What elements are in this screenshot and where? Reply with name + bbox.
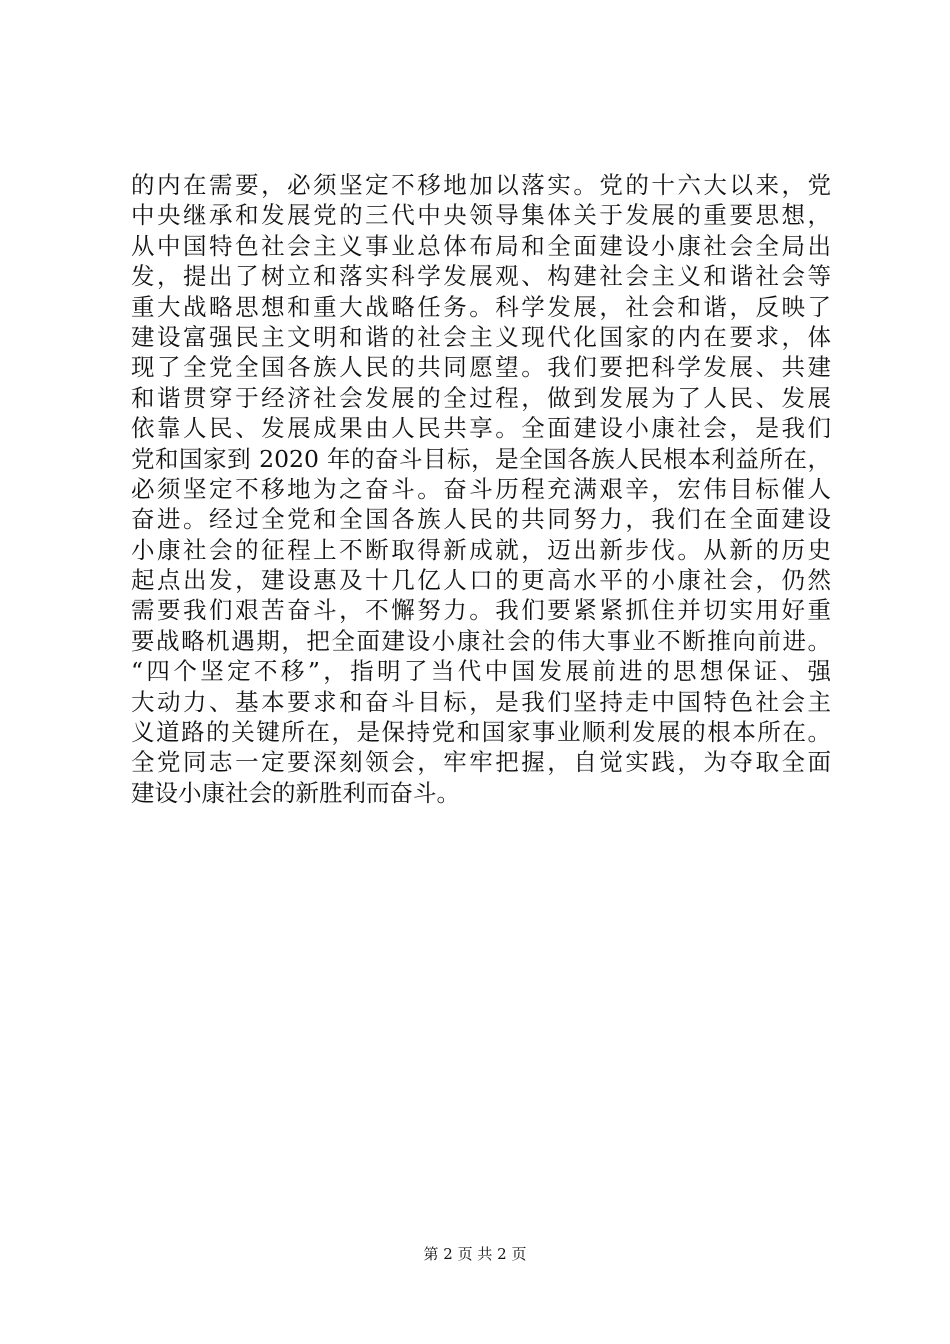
text-line: 要战略机遇期，把全面建设小康社会的伟大事业不断推向前进。	[131, 626, 831, 655]
text-line: 大动力、基本要求和奋斗目标，是我们坚持走中国特色社会主	[131, 687, 831, 716]
text-line: 义道路的关键所在，是保持党和国家事业顺利发展的根本所在。	[131, 718, 831, 747]
text-line: 必须坚定不移地为之奋斗。奋斗历程充满艰辛，宏伟目标催人	[131, 474, 831, 503]
text-line: 建设小康社会的新胜利而奋斗。	[131, 778, 460, 807]
text-line: 全党同志一定要深刻领会，牢牢把握，自觉实践，为夺取全面	[131, 748, 831, 777]
page-number-footer: 第 2 页 共 2 页	[423, 1245, 527, 1263]
text-line: 发，提出了树立和落实科学发展观、构建社会主义和谐社会等	[131, 262, 831, 291]
text-line: “四个坚定不移”，指明了当代中国发展前进的思想保证、强	[131, 657, 831, 686]
text-line: 需要我们艰苦奋斗，不懈努力。我们要紧紧抓住并切实用好重	[131, 596, 831, 625]
text-line: 从中国特色社会主义事业总体布局和全面建设小康社会全局出	[131, 231, 831, 260]
text-line: 现了全党全国各族人民的共同愿望。我们要把科学发展、共建	[131, 353, 831, 382]
text-line: 党和国家到 2020 年的奋斗目标，是全国各族人民根本利益所在，	[131, 444, 831, 473]
body-paragraph	[131, 170, 831, 808]
text-line: 和谐贯穿于经济社会发展的全过程，做到发展为了人民、发展	[131, 383, 831, 412]
text-line: 依靠人民、发展成果由人民共享。全面建设小康社会，是我们	[131, 414, 831, 443]
text-line: 重大战略思想和重大战略任务。科学发展，社会和谐，反映了	[131, 292, 831, 321]
text-line: 建设富强民主文明和谐的社会主义现代化国家的内在要求，体	[131, 322, 831, 351]
text-line: 奋进。经过全党和全国各族人民的共同努力，我们在全面建设	[131, 505, 831, 534]
text-line: 中央继承和发展党的三代中央领导集体关于发展的重要思想，	[131, 201, 831, 230]
text-line: 的内在需要，必须坚定不移地加以落实。党的十六大以来，党	[131, 171, 831, 199]
text-line: 小康社会的征程上不断取得新成就，迈出新步伐。从新的历史	[131, 535, 831, 564]
text-line: 起点出发，建设惠及十几亿人口的更高水平的小康社会，仍然	[131, 566, 831, 595]
